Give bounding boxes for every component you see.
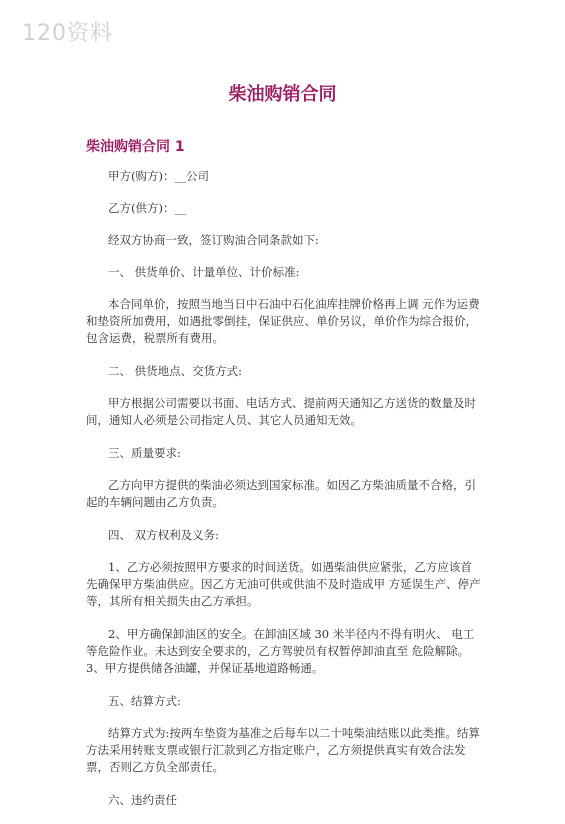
intro-paragraph: 经双方协商一致，签订购油合同条款如下: — [108, 233, 319, 247]
party-b-line: 乙方(供方)：__ — [108, 201, 186, 215]
clause-heading-2: 二、 供货地点、交货方式: — [108, 364, 243, 378]
document-body — [86, 168, 482, 824]
clause-heading-1: 一、 供货单价、计量单位、计价标准: — [108, 265, 300, 279]
clause-text-1: 本合同单价，按照当地当日中石油中石化油库挂牌价格再上调 元作为运费和垫资所加费用，如遇批零倒挂，保证供应、单价另议，单价作为综合报价，包含运费，税票所有费用。 — [86, 297, 480, 345]
clause-heading-3: 三、质量要求: — [108, 446, 181, 460]
watermark: 120资料 — [22, 21, 113, 46]
clause-text-4b: 2、甲方确保卸油区的安全。在卸油区域 30 米半径内不得有明火、 电工等危险作业。未达到安全要求的，乙方驾驶员有权暂停卸油直至 危险解除。3、甲方提供储各油罐，并保证基地道路畅通。 — [86, 627, 475, 675]
clause-text-4a: 1、乙方必须按照甲方要求的时间送货。如遇柴油供应紧张，乙方应该首先确保甲方柴油供应。因乙方无油可供或供油不及时造成甲 方延误生产、停产等，其所有相关损失由乙方承担。 — [86, 560, 481, 608]
clause-heading-6: 六、违约责任 — [108, 793, 177, 807]
section-heading: 柴油购销合同 1 — [86, 139, 185, 155]
clause-text-5: 结算方式为:按两车垫资为基准之后每车以二十吨柴油结账以此类推。结算方法采用转账支票或银行汇款到乙方指定账户，乙方须提供真实有效合法发票，否则乙方负全部责任。 — [86, 726, 480, 774]
clause-heading-5: 五、结算方式: — [108, 694, 181, 708]
document-title: 柴油购销合同 — [228, 84, 337, 105]
clause-text-3: 乙方向甲方提供的柴油必须达到国家标准。如因乙方柴油质量不合格，引起的车辆问题由乙方负责。 — [86, 478, 476, 509]
clause-heading-4: 四、 双方权利及义务: — [108, 528, 220, 542]
clause-text-2: 甲方根据公司需要以书面、电话方式、提前两天通知乙方送货的数量及时间，通知人必须是公司指定人员、其它人员通知无效。 — [86, 396, 476, 427]
party-a-line: 甲方(购方)：__公司 — [108, 169, 209, 183]
